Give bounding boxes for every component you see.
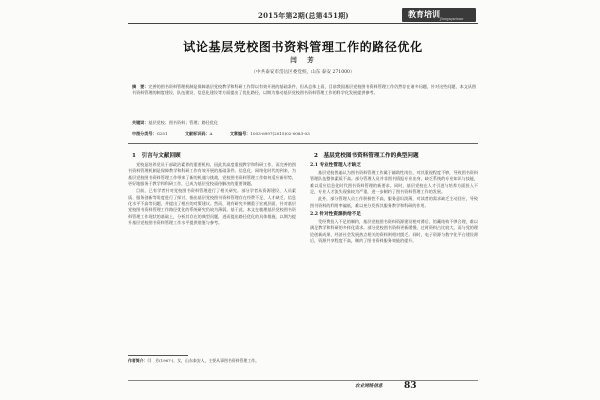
abstract-text: 完善的图书资料管理机制是保障基层党校教学和科研工作得以有效开展的基础条件，但从总体上看，目前我国基层党校图书资料管理工作仍然存在诸多问题，针对这些问题，本文从图书资料管理的制度建设、队伍建设、信息化建设等方面提出了优化路径，以期为推动基层党校图书资料管理工作的科学化发展提供参考。 bbox=[132, 84, 477, 96]
clc-value: G251 bbox=[156, 131, 168, 136]
paragraph: 此外，部分管理人员工作积极性不高，服务意识淡薄，对读者的需求缺乏主动回应，导致图书资料的利用率偏低，难以充分发挥其服务教学和科研的作用。 bbox=[310, 196, 478, 208]
article-no-value: 1003-6997(2015)02-0083-03 bbox=[250, 131, 310, 136]
doc-code-label: 文献标识码： bbox=[184, 131, 210, 136]
doc-code-value: A bbox=[209, 131, 213, 136]
section-heading-1: 1 引言与文献回顾 bbox=[132, 153, 181, 159]
paragraph: 受经费投入不足的制约，基层党校图书资料资源建设相对滞后，馆藏结构不够合理，难以满足教学和科研的多样化需求。部分党校图书资料更新缓慢，过时资料占比较大，而与党的理论创新成果、经济社会发展热点相关的资料则相对匮乏。同时，电子资源与数字化平台建设滞后，资源共享程度不高，制约了图书资料服务效能的提升。 bbox=[310, 219, 478, 244]
page-number: 83 bbox=[404, 381, 417, 391]
header-rule bbox=[128, 23, 478, 24]
article-no-field bbox=[230, 131, 318, 136]
paragraph: 目前，已有学者针对党校图书资料管理进行了相关研究。部分学者从资源建设、人员素质、服务创新等角度进行了探讨，指出基层党校图书资料管理存在经费不足、人才缺乏、信息化水平不高等问题，并提出了相应的对策建议。然而，现有研究多侧重于宏观层面，针对基层党校图书资料管理工作路径优化的系统研究仍较为薄弱。基于此，本文在梳理基层党校图书资料管理工作现状的基础上，分析其存在的典型问题，进而提出路径优化的具体措施，以期为提升基层党校图书资料管理工作水平提供借鉴与参考。 bbox=[128, 188, 296, 226]
keywords bbox=[132, 120, 476, 126]
keywords-label: 关键词： bbox=[132, 120, 149, 125]
clc-label: 中图分类号： bbox=[132, 131, 157, 136]
subsection-heading-2-1: 2.1 专业性管理人才缺乏 bbox=[310, 163, 361, 168]
left-column bbox=[128, 150, 296, 227]
column-title: 教育培训 bbox=[408, 9, 440, 19]
paragraph: 党校是培养党员干部政治素养的重要机构，因此其高度重视教学和科研工作，而完善的图书资料管理机制是保障教学和科研工作有效开展的基础条件。信息化、网络化时代的到来，为基层党校图书资料管理工作带来了新的机遇与挑战，党校图书资料管理工作如何适应新形势，更好地服务于教学和科研工作，已成为基层党校亟待解决的重要课题。 bbox=[128, 162, 296, 187]
subsection-heading-2-2: 2.2 针对性资源供给不足 bbox=[310, 212, 361, 218]
issue-number: 2015年第2期(总第451期) bbox=[258, 11, 349, 20]
author-affiliation: （中共泰安市岱岳区委党校，山东 泰安 271000） bbox=[251, 70, 355, 75]
article-no-label: 文章编号： bbox=[229, 131, 251, 136]
footer-rule bbox=[128, 380, 478, 381]
footnote-rule bbox=[128, 355, 188, 356]
article-title: 试论基层党校图书资料管理工作的路径优化 bbox=[183, 40, 423, 54]
keywords-text: 基层党校；图书资料；管理；路径优化 bbox=[148, 120, 218, 125]
abstract-label: 摘 要： bbox=[132, 84, 149, 89]
doc-code-field bbox=[185, 131, 221, 136]
journal-name: 农业网络信息 bbox=[355, 384, 383, 389]
paragraph: 基层党校普遍认为图书资料管理工作属于辅助性岗位，对其重视程度不够，导致图书资料管理队伍整体素质不高。部分管理人员并非图书情报专业出身，缺乏系统的专业知识与技能，难以适应信息化时代图书资料管理的新要求。同时，基层党校在人才引进与培养方面投入不足，专业人才流失现象较为严重，进一步制约了图书资料管理工作的发展。 bbox=[310, 170, 478, 195]
abstract-divider bbox=[128, 143, 478, 144]
footnote-text: 闫 芳(1967-)，女，山东泰安人，主要从事图书资料管理工作。 bbox=[147, 358, 259, 363]
footnote-label: 作者简介： bbox=[128, 358, 148, 363]
right-column bbox=[310, 150, 478, 245]
article-author: 闫 芳 bbox=[290, 56, 316, 64]
abstract bbox=[132, 84, 476, 96]
author-bio-footnote bbox=[128, 358, 368, 364]
article-metadata bbox=[132, 131, 476, 137]
clc-field bbox=[132, 131, 176, 136]
section-heading-2: 2 基层党校图书资料管理工作的典型问题 bbox=[314, 153, 419, 159]
column-title-en: Jiaoyupeixun bbox=[440, 17, 464, 21]
